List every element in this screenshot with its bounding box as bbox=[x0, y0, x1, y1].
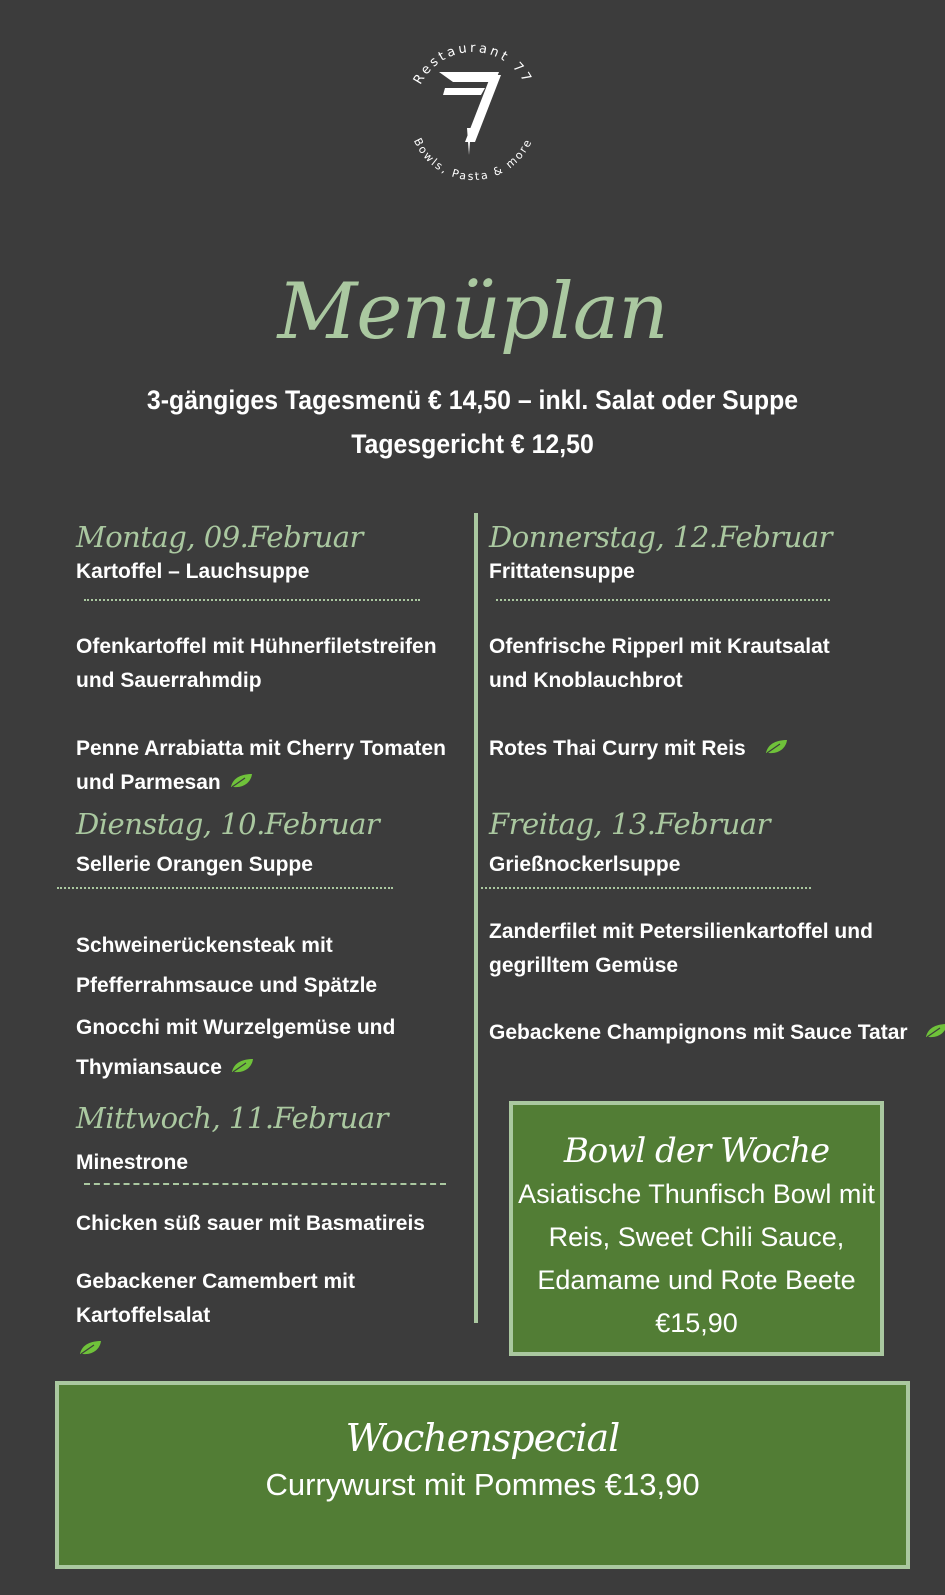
soup-wednesday: Minestrone bbox=[76, 1151, 189, 1174]
special-text: Currywurst mit Pommes €13,90 bbox=[265, 1467, 700, 1502]
dotted-divider bbox=[57, 887, 393, 889]
leaf-icon bbox=[230, 1058, 254, 1074]
dish-friday-2-label: Gebackene Champignons mit Sauce Tatar bbox=[489, 1021, 908, 1044]
soup-monday: Kartoffel – Lauchsuppe bbox=[76, 560, 310, 583]
soup-thursday: Frittatensuppe bbox=[489, 560, 635, 583]
leaf-icon bbox=[229, 773, 253, 789]
dish-friday-1: Zanderfilet mit Petersilienkartoffel und gegrilltem Gemüse bbox=[489, 920, 873, 977]
dotted-divider bbox=[496, 599, 830, 601]
dish-thursday-2-label: Rotes Thai Curry mit Reis bbox=[489, 737, 746, 760]
leaf-icon bbox=[78, 1340, 102, 1356]
dish-monday-1: Ofenkartoffel mit Hühnerfiletstreifen und Sauerrahmdip bbox=[76, 635, 437, 692]
day-heading-tuesday: Dienstag, 10.Februar bbox=[76, 807, 380, 841]
dish-wednesday-2-label: Gebackener Camembert mit Kartoffelsalat bbox=[76, 1270, 355, 1327]
logo-arc-bottom: Bowls, Pasta & more bbox=[410, 135, 536, 184]
day-heading-wednesday: Mittwoch, 11.Februar bbox=[76, 1101, 388, 1135]
day-heading-friday: Freitag, 13.Februar bbox=[489, 807, 770, 841]
restaurant-logo bbox=[395, 30, 550, 190]
bowl-price: €15,90 bbox=[655, 1308, 738, 1338]
page-title: Menüplan bbox=[277, 267, 668, 357]
dotted-divider bbox=[481, 887, 811, 889]
soup-tuesday: Sellerie Orangen Suppe bbox=[76, 853, 313, 876]
daily-dish-price-line: Tagesgericht € 12,50 bbox=[351, 429, 594, 459]
dish-tuesday-1: Schweinerückensteak mit Pfefferrahmsauce und Spätzle bbox=[76, 934, 378, 997]
dish-monday-2 bbox=[76, 732, 466, 800]
dashed-divider bbox=[84, 1183, 446, 1185]
bowl-line-2: Reis, Sweet Chili Sauce, bbox=[548, 1222, 845, 1252]
special-title: Wochenspecial bbox=[345, 1416, 620, 1460]
bowl-line-3: Edamame und Rote Beete bbox=[537, 1265, 856, 1295]
dish-thursday-2 bbox=[489, 732, 889, 766]
bowl-of-the-week-box bbox=[509, 1101, 884, 1356]
bowl-line-1: Asiatische Thunfisch Bowl mit bbox=[518, 1179, 875, 1209]
dish-thursday-1: Ofenfrische Ripperl mit Krautsalat und Knoblauchbrot bbox=[489, 635, 830, 692]
dish-tuesday-2-label: Gnocchi mit Wurzelgemüse und Thymiansauce bbox=[76, 1016, 396, 1079]
dotted-divider bbox=[84, 599, 420, 601]
weekly-special-box bbox=[55, 1381, 910, 1569]
dish-wednesday-1: Chicken süß sauer mit Basmatireis bbox=[76, 1212, 425, 1235]
day-heading-monday: Montag, 09.Februar bbox=[76, 520, 363, 554]
bowl-title: Bowl der Woche bbox=[563, 1131, 830, 1171]
column-divider bbox=[474, 513, 478, 1323]
day-heading-thursday: Donnerstag, 12.Februar bbox=[489, 520, 832, 554]
logo-emblem bbox=[395, 30, 550, 190]
dish-monday-2-label: Penne Arrabiatta mit Cherry Tomaten und Parmesan bbox=[76, 737, 446, 794]
leaf-icon bbox=[924, 1023, 945, 1039]
logo-seven-mid bbox=[443, 88, 485, 95]
leaf-icon bbox=[764, 739, 788, 755]
dish-friday-2 bbox=[489, 1016, 929, 1050]
logo-arc-top: Restaurant 77 bbox=[410, 40, 536, 88]
dish-wednesday-2 bbox=[76, 1265, 466, 1367]
soup-friday: Grießnockerlsuppe bbox=[489, 853, 681, 876]
menu-price-line: 3-gängiges Tagesmenü € 14,50 – inkl. Salat oder Suppe bbox=[146, 385, 799, 415]
dish-tuesday-2 bbox=[76, 1008, 406, 1088]
